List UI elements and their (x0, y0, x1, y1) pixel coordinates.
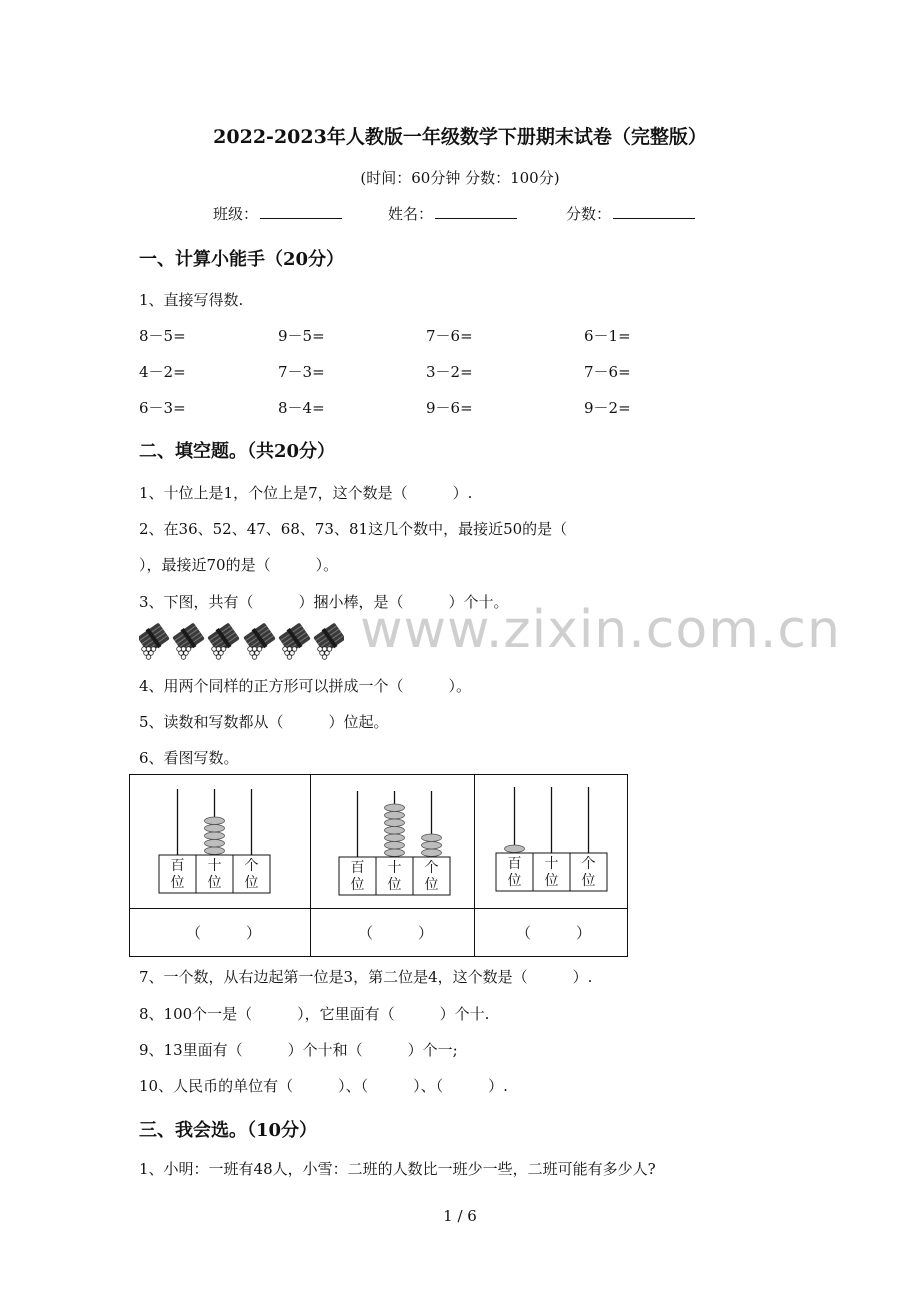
abacus-place-label: 百 (507, 856, 522, 872)
abacus-place-label: 位 (170, 875, 185, 891)
calc-item: 7－6= (584, 363, 631, 381)
answer-blank: （ ） (358, 924, 434, 942)
abacus-bead (205, 832, 225, 840)
abacus-bead (205, 825, 225, 833)
section-2-title: 二、填空题。（共20分） (139, 441, 336, 462)
abacus-place-label: 十 (207, 858, 222, 874)
question-2-1: 1、十位上是1，个位上是7，这个数是（ ）. (139, 484, 473, 502)
abacus-place-label: 十 (387, 860, 402, 876)
abacus-table (129, 774, 628, 957)
question-2-2: 2、在36、52、47、68、73、81这几个数中，最接近50的是（ (139, 520, 568, 538)
question-2-8: 8、100个一是（ ），它里面有（ ）个十. (139, 1005, 490, 1023)
abacus-place-label: 十 (544, 856, 559, 872)
score-field: 分数： (566, 203, 695, 224)
calc-item: 9－6= (426, 399, 473, 417)
abacus-bead (205, 817, 225, 825)
abacus-bead (205, 840, 225, 848)
abacus-bead (385, 842, 405, 850)
abacus-place-label: 位 (544, 873, 559, 889)
abacus-bead (385, 834, 405, 842)
class-field: 班级： (213, 203, 342, 224)
calc-item: 6－1= (584, 327, 631, 345)
abacus-place-label: 位 (581, 873, 596, 889)
abacus-place-label: 位 (350, 877, 365, 893)
calc-item: 8－5= (139, 327, 186, 345)
calc-item: 8－4= (278, 399, 325, 417)
calc-item: 9－5= (278, 327, 325, 345)
abacus-place-label: 位 (507, 873, 522, 889)
abacus-place-label: 个 (424, 860, 439, 876)
question-2-10: 10、人民币的单位有（ ）、（ ）、（ ）. (139, 1077, 508, 1095)
calc-item: 7－3= (278, 363, 325, 381)
question-1-1: 1、直接写得数. (139, 291, 244, 309)
abacus-place-label: 位 (244, 875, 259, 891)
abacus-figure (159, 789, 270, 893)
question-2-9: 9、13里面有（ ）个十和（ ）个一; (139, 1041, 458, 1059)
abacus-figure (339, 791, 450, 895)
abacus-bead (385, 827, 405, 835)
calc-item: 6－3= (139, 399, 186, 417)
name-field: 姓名： (388, 203, 517, 224)
question-2-7: 7、一个数，从右边起第一位是3，第二位是4，这个数是（ ）. (139, 968, 593, 986)
abacus-bead (505, 845, 525, 853)
calc-item: 9－2= (584, 399, 631, 417)
abacus-place-label: 百 (350, 860, 365, 876)
calc-item: 3－2= (426, 363, 473, 381)
question-2-2-continued: ），最接近70的是（ ）。 (139, 556, 339, 574)
abacus-place-label: 个 (244, 858, 259, 874)
abacus-place-label: 个 (581, 856, 596, 872)
exam-time-score: (时间：60分钟 分数：100分) (360, 169, 560, 187)
calc-item: 4－2= (139, 363, 186, 381)
abacus-bead (385, 849, 405, 857)
calc-item: 7－6= (426, 327, 473, 345)
section-3-title: 三、我会选。（10分） (139, 1120, 318, 1141)
abacus-bead (385, 819, 405, 827)
section-1-title: 一、计算小能手（20分） (139, 249, 345, 270)
abacus-figure (496, 787, 607, 891)
abacus-bead (422, 849, 442, 857)
abacus-bead (385, 812, 405, 820)
answer-blank: （ ） (516, 924, 592, 942)
abacus-place-label: 百 (170, 858, 185, 874)
question-2-3: 3、下图，共有（ ）捆小棒，是（ ）个十。 (139, 593, 509, 611)
question-2-5: 5、读数和写数都从（ ）位起。 (139, 713, 389, 731)
abacus-place-label: 位 (424, 877, 439, 893)
abacus-bead (385, 804, 405, 812)
question-2-4: 4、用两个同样的正方形可以拼成一个（ ）。 (139, 677, 472, 695)
abacus-bead (205, 847, 225, 855)
page-title: 2022-2023年人教版一年级数学下册期末试卷（完整版） (213, 126, 707, 148)
watermark: www.zixin.com.cn (360, 600, 841, 660)
abacus-place-label: 位 (207, 875, 222, 891)
abacus-bead (422, 834, 442, 842)
abacus-figures (130, 775, 626, 907)
question-2-6: 6、看图写数。 (139, 749, 239, 767)
abacus-bead (422, 842, 442, 850)
abacus-place-label: 位 (387, 877, 402, 893)
page-number: 1 / 6 (443, 1207, 477, 1225)
answer-blank: （ ） (186, 924, 262, 942)
question-3-1: 1、小明：一班有48人，小雪：二班的人数比一班少一些，二班可能有多少人? (139, 1160, 656, 1178)
stick-bundles-image (139, 622, 344, 664)
